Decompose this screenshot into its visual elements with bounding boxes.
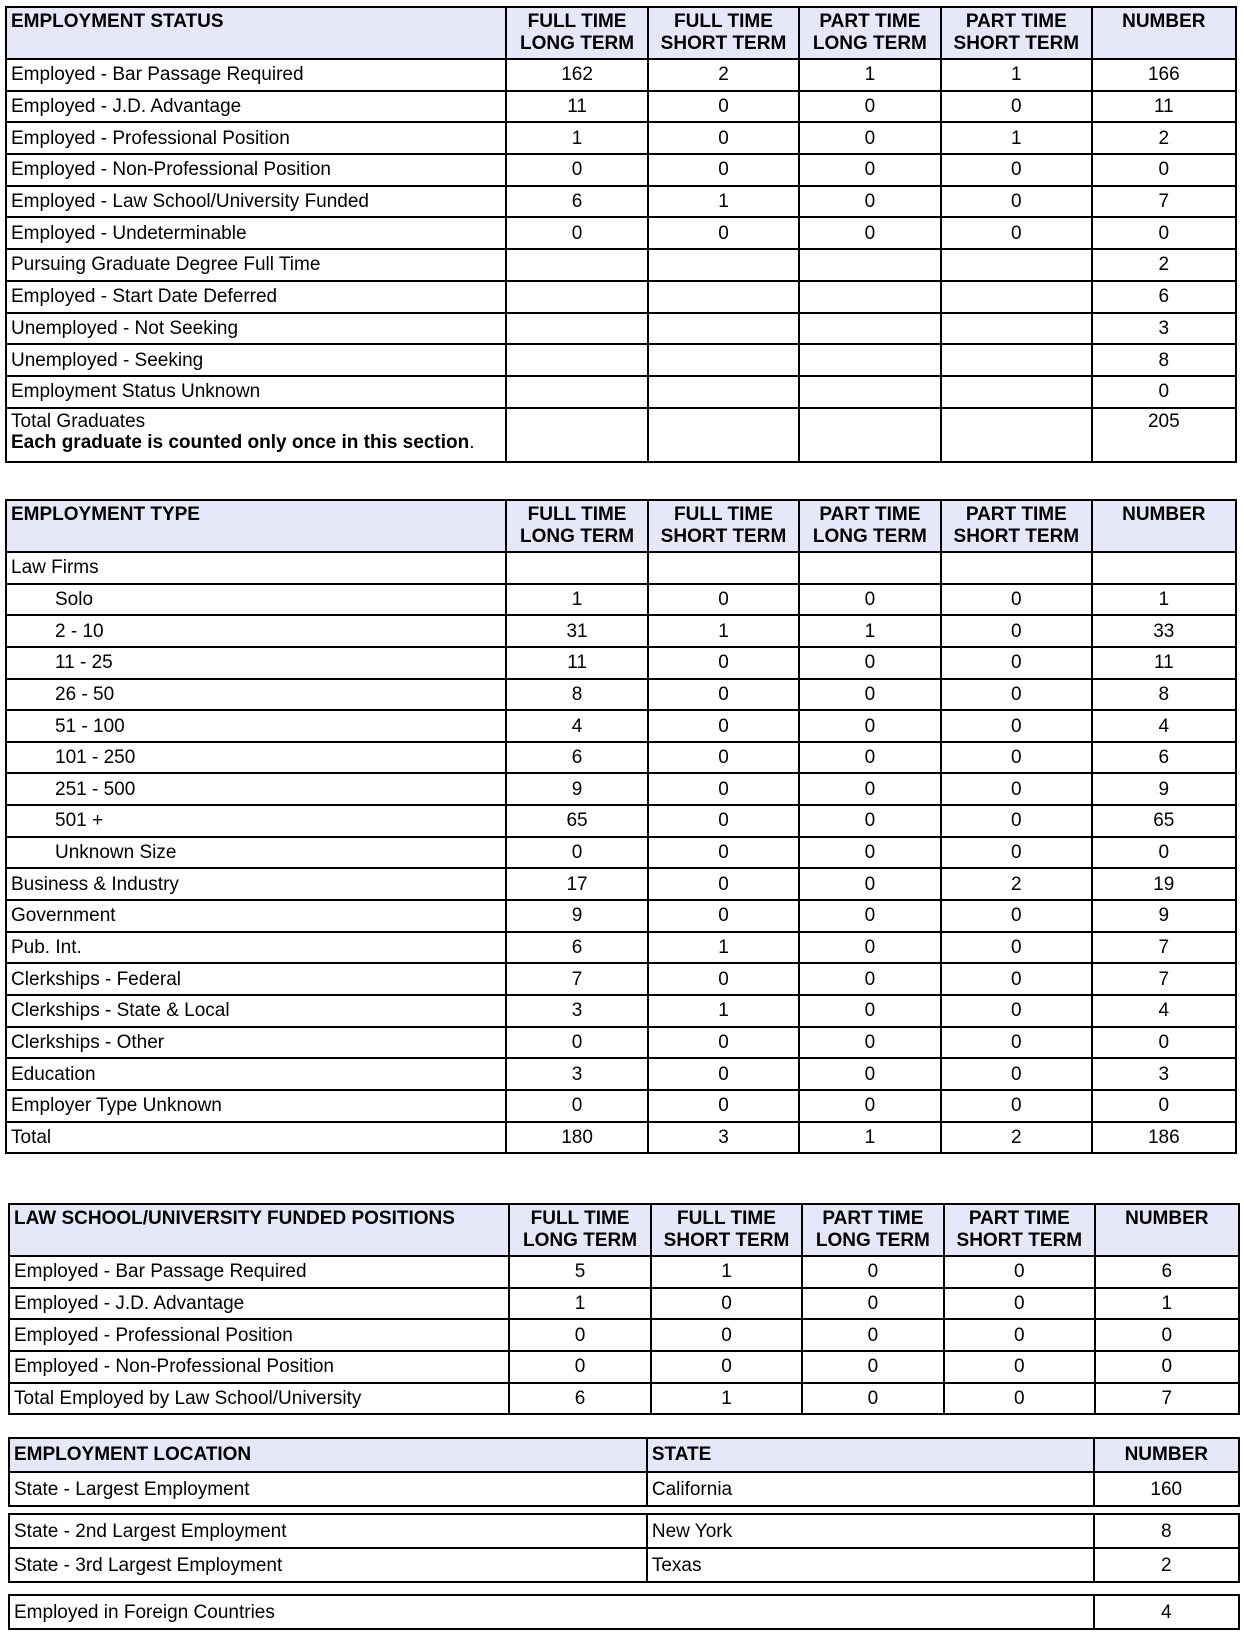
- row-label: Employed - Professional Position: [9, 1319, 509, 1351]
- table-row: [6, 773, 1236, 805]
- cell-ptlt: 0: [799, 91, 941, 123]
- cell-ftst: 0: [648, 91, 799, 123]
- cell-ftst: [648, 376, 799, 408]
- cell-ptst: 0: [944, 1256, 1095, 1288]
- table-row: [6, 552, 1236, 584]
- col-header-ftlt: FULL TIME LONG TERM: [509, 1204, 651, 1256]
- cell-ftst: 0: [648, 584, 799, 616]
- cell-number: 6: [1092, 742, 1236, 774]
- table-row: [6, 91, 1236, 123]
- cell-ftst: 0: [651, 1319, 802, 1351]
- row-label: Clerkships - Other: [6, 1027, 506, 1059]
- foreign-label: Employed in Foreign Countries: [9, 1595, 1094, 1629]
- cell-ptst: 2: [941, 1122, 1092, 1154]
- table-row: [6, 932, 1236, 964]
- row-label: 501 +: [6, 805, 506, 837]
- location-state: New York: [647, 1514, 1094, 1548]
- cell-ftst: 0: [648, 679, 799, 711]
- cell-ftlt: [506, 376, 648, 408]
- table-row: [9, 1351, 1239, 1383]
- cell-ptlt: 0: [799, 647, 941, 679]
- cell-ftlt: 3: [506, 1058, 648, 1090]
- cell-ptst: 0: [944, 1288, 1095, 1320]
- table-header-row: [6, 7, 1236, 59]
- section-title: EMPLOYMENT TYPE: [6, 500, 506, 552]
- row-label: Education: [6, 1058, 506, 1090]
- row-label: Employed - J.D. Advantage: [9, 1288, 509, 1320]
- col-header-ptlt: PART TIME LONG TERM: [802, 1204, 944, 1256]
- cell-ftst: 1: [651, 1256, 802, 1288]
- table-row: [6, 742, 1236, 774]
- cell-ftst: [648, 344, 799, 376]
- cell-ftst: 1: [651, 1383, 802, 1415]
- location-label: State - 2nd Largest Employment: [9, 1514, 647, 1548]
- col-header-ftlt: FULL TIME LONG TERM: [506, 7, 648, 59]
- cell-number: 7: [1092, 186, 1236, 218]
- location-number: 8: [1094, 1514, 1239, 1548]
- cell-ftlt: 0: [509, 1351, 651, 1383]
- cell-ftlt: [506, 313, 648, 345]
- cell-ftst: 3: [648, 1122, 799, 1154]
- cell-number: 8: [1092, 344, 1236, 376]
- cell-ftlt: 11: [506, 91, 648, 123]
- employment-type-table: [5, 499, 1237, 1154]
- cell-ftst: 0: [648, 1027, 799, 1059]
- cell-ptst: 0: [941, 154, 1092, 186]
- row-label: 51 - 100: [6, 710, 506, 742]
- cell-ptlt: 0: [799, 963, 941, 995]
- cell-ptst: 0: [941, 805, 1092, 837]
- cell-number: 9: [1092, 773, 1236, 805]
- cell-ptlt: 1: [799, 59, 941, 91]
- cell-ftlt: 3: [506, 995, 648, 1027]
- table-header-row: [9, 1438, 1239, 1472]
- cell-ftlt: 180: [506, 1122, 648, 1154]
- cell-ptst: [941, 376, 1092, 408]
- cell-ptst: 0: [941, 615, 1092, 647]
- table-row: [6, 344, 1236, 376]
- row-label: Employment Status Unknown: [6, 376, 506, 408]
- cell-number: 186: [1092, 1122, 1236, 1154]
- cell-ptlt: 0: [799, 900, 941, 932]
- cell-ptst: 0: [941, 742, 1092, 774]
- cell-ptst: [941, 313, 1092, 345]
- cell-ptst: [941, 281, 1092, 313]
- cell-ftlt: 6: [506, 932, 648, 964]
- location-state: California: [647, 1472, 1094, 1506]
- row-label: Employed - Undeterminable: [6, 217, 506, 249]
- table-row: [6, 615, 1236, 647]
- cell-ptst: 0: [941, 1058, 1092, 1090]
- cell-ptst: 0: [941, 710, 1092, 742]
- cell-number: 0: [1095, 1319, 1239, 1351]
- table-row: [6, 995, 1236, 1027]
- cell-number: 11: [1092, 647, 1236, 679]
- cell-ftst: 0: [648, 647, 799, 679]
- cell-ftlt: 65: [506, 805, 648, 837]
- cell-ptst: 0: [944, 1351, 1095, 1383]
- cell-ptlt: 0: [799, 710, 941, 742]
- cell-ftst: [648, 249, 799, 281]
- cell-ptlt: 0: [802, 1288, 944, 1320]
- cell-ptlt: 0: [799, 995, 941, 1027]
- cell-ftlt: [506, 281, 648, 313]
- cell-ftlt: 31: [506, 615, 648, 647]
- section-title: EMPLOYMENT STATUS: [6, 7, 506, 59]
- cell-number: 0: [1095, 1351, 1239, 1383]
- row-label: Employed - Non-Professional Position: [9, 1351, 509, 1383]
- cell-ptlt: 0: [799, 932, 941, 964]
- cell-ptlt: 0: [799, 868, 941, 900]
- col-header-number: NUMBER: [1092, 7, 1236, 59]
- row-label: 251 - 500: [6, 773, 506, 805]
- table-row: [6, 900, 1236, 932]
- cell-number: 0: [1092, 376, 1236, 408]
- table-row: [6, 59, 1236, 91]
- table-row: [9, 1595, 1239, 1629]
- table-row-total-graduates: [6, 408, 1236, 462]
- row-label: Unknown Size: [6, 837, 506, 869]
- row-label: Total: [6, 1122, 506, 1154]
- cell-number: 2: [1092, 249, 1236, 281]
- cell-ftst: 0: [651, 1351, 802, 1383]
- col-header-number: NUMBER: [1094, 1438, 1239, 1472]
- cell-ptst: 0: [941, 837, 1092, 869]
- cell-ptlt: 1: [799, 1122, 941, 1154]
- cell-number: 6: [1095, 1256, 1239, 1288]
- table-row: [6, 710, 1236, 742]
- cell-number: 2: [1092, 122, 1236, 154]
- cell-ftst: 0: [648, 710, 799, 742]
- row-label: Pursuing Graduate Degree Full Time: [6, 249, 506, 281]
- cell-ftst: 0: [648, 742, 799, 774]
- cell-ptst: 0: [941, 773, 1092, 805]
- cell-number: 0: [1092, 154, 1236, 186]
- cell-ptlt: 0: [799, 837, 941, 869]
- table-row: [9, 1288, 1239, 1320]
- col-header-state: STATE: [647, 1438, 1094, 1472]
- table-row: [6, 217, 1236, 249]
- cell-ptlt: 0: [799, 186, 941, 218]
- cell-ptlt: 0: [799, 1058, 941, 1090]
- row-label: Employed - Start Date Deferred: [6, 281, 506, 313]
- cell-ptst: 0: [941, 647, 1092, 679]
- col-header-ftlt: FULL TIME LONG TERM: [506, 500, 648, 552]
- cell-ftst: 0: [648, 154, 799, 186]
- row-label: 26 - 50: [6, 679, 506, 711]
- cell-ftst: [648, 552, 799, 584]
- cell-ptlt: 0: [799, 154, 941, 186]
- cell-ptst: 0: [941, 679, 1092, 711]
- cell-number: 11: [1092, 91, 1236, 123]
- cell-ftst: 0: [651, 1288, 802, 1320]
- cell-ftlt: 6: [506, 186, 648, 218]
- cell-ptlt: [799, 313, 941, 345]
- cell-ptlt: 1: [799, 615, 941, 647]
- cell-ptlt: 0: [802, 1319, 944, 1351]
- cell-ptst: 0: [944, 1383, 1095, 1415]
- total-graduates-value: 205: [1092, 408, 1236, 462]
- cell-number: 9: [1092, 900, 1236, 932]
- location-number: 2: [1094, 1548, 1239, 1582]
- cell-ftlt: 8: [506, 679, 648, 711]
- row-label: Unemployed - Not Seeking: [6, 313, 506, 345]
- table-row: [6, 1122, 1236, 1154]
- cell-ftst: 1: [648, 186, 799, 218]
- cell-ptst: 0: [941, 217, 1092, 249]
- row-label: Employed - J.D. Advantage: [6, 91, 506, 123]
- table-row: [6, 963, 1236, 995]
- cell-number: [1092, 552, 1236, 584]
- cell-number: 1: [1095, 1288, 1239, 1320]
- row-label: Employer Type Unknown: [6, 1090, 506, 1122]
- cell-ftlt: 7: [506, 963, 648, 995]
- table-row: [9, 1256, 1239, 1288]
- cell-ftst: [648, 313, 799, 345]
- cell-ptlt: 0: [802, 1351, 944, 1383]
- cell-ptst: 2: [941, 868, 1092, 900]
- cell-ptst: 1: [941, 122, 1092, 154]
- table-row: [9, 1319, 1239, 1351]
- cell-ftlt: 0: [506, 217, 648, 249]
- col-header-ftst: FULL TIME SHORT TERM: [651, 1204, 802, 1256]
- cell-ptlt: 0: [799, 742, 941, 774]
- col-header-ptst: PART TIME SHORT TERM: [941, 7, 1092, 59]
- cell-ftlt: 1: [506, 122, 648, 154]
- cell-ptlt: 0: [799, 773, 941, 805]
- col-header-ptlt: PART TIME LONG TERM: [799, 500, 941, 552]
- cell-number: 0: [1092, 217, 1236, 249]
- cell-number: 0: [1092, 1090, 1236, 1122]
- cell-ftlt: 0: [506, 154, 648, 186]
- col-header-ftst: FULL TIME SHORT TERM: [648, 7, 799, 59]
- cell-ftlt: [506, 344, 648, 376]
- cell-number: 0: [1092, 837, 1236, 869]
- cell-ftst: 1: [648, 995, 799, 1027]
- cell-ptlt: 0: [799, 1027, 941, 1059]
- row-label: Clerkships - State & Local: [6, 995, 506, 1027]
- employment-status-table: [5, 6, 1237, 463]
- row-label: Unemployed - Seeking: [6, 344, 506, 376]
- location-label: State - Largest Employment: [9, 1472, 647, 1506]
- cell-ftlt: 17: [506, 868, 648, 900]
- col-header-number: NUMBER: [1092, 500, 1236, 552]
- table-row: [6, 679, 1236, 711]
- row-label: Government: [6, 900, 506, 932]
- cell-ptst: 0: [941, 963, 1092, 995]
- table-row: [6, 281, 1236, 313]
- cell-ftst: [648, 281, 799, 313]
- cell-ptlt: 0: [799, 584, 941, 616]
- cell-number: 166: [1092, 59, 1236, 91]
- row-label: 11 - 25: [6, 647, 506, 679]
- cell-ftst: 0: [648, 1058, 799, 1090]
- cell-ptst: [941, 249, 1092, 281]
- cell-ftlt: 1: [509, 1288, 651, 1320]
- cell-ftst: 0: [648, 900, 799, 932]
- cell-ftst: 0: [648, 217, 799, 249]
- cell-number: 7: [1092, 932, 1236, 964]
- cell-ftst: 2: [648, 59, 799, 91]
- table-row: [6, 154, 1236, 186]
- cell-number: 6: [1092, 281, 1236, 313]
- cell-number: 8: [1092, 679, 1236, 711]
- cell-ftlt: 11: [506, 647, 648, 679]
- location-state: Texas: [647, 1548, 1094, 1582]
- cell-number: 0: [1092, 1027, 1236, 1059]
- cell-ftlt: 0: [506, 1027, 648, 1059]
- table-row: [9, 1514, 1239, 1548]
- foreign-number: 4: [1094, 1595, 1239, 1629]
- table-row: [9, 1472, 1239, 1506]
- cell-ftst: 0: [648, 122, 799, 154]
- cell-number: 3: [1092, 1058, 1236, 1090]
- cell-ptlt: [799, 376, 941, 408]
- table-row: [6, 868, 1236, 900]
- cell-number: 7: [1095, 1383, 1239, 1415]
- cell-number: 3: [1092, 313, 1236, 345]
- cell-number: 4: [1092, 995, 1236, 1027]
- table-row: [6, 376, 1236, 408]
- cell-ptlt: 0: [802, 1383, 944, 1415]
- cell-ptst: 0: [941, 584, 1092, 616]
- row-label: Employed - Non-Professional Position: [6, 154, 506, 186]
- cell-ftst: 0: [648, 963, 799, 995]
- cell-ptlt: 0: [799, 122, 941, 154]
- table-row: [9, 1548, 1239, 1582]
- cell-ptst: 0: [941, 995, 1092, 1027]
- cell-ptlt: 0: [799, 805, 941, 837]
- cell-number: 33: [1092, 615, 1236, 647]
- row-label: Solo: [6, 584, 506, 616]
- cell-ptst: 0: [941, 186, 1092, 218]
- location-number: 160: [1094, 1472, 1239, 1506]
- cell-ptlt: [799, 552, 941, 584]
- cell-ptst: 0: [941, 91, 1092, 123]
- cell-ftlt: [506, 249, 648, 281]
- cell-ftst: 0: [648, 868, 799, 900]
- row-label: Employed - Law School/University Funded: [6, 186, 506, 218]
- cell-number: 1: [1092, 584, 1236, 616]
- cell-ptlt: [799, 344, 941, 376]
- cell-ftlt: 6: [509, 1383, 651, 1415]
- table-row: [6, 1027, 1236, 1059]
- cell-ptlt: [799, 249, 941, 281]
- cell-ptst: 0: [941, 1027, 1092, 1059]
- cell-ptlt: 0: [799, 679, 941, 711]
- col-header-number: NUMBER: [1095, 1204, 1239, 1256]
- table-row: [6, 186, 1236, 218]
- cell-ftlt: 0: [506, 1090, 648, 1122]
- table-row: [6, 122, 1236, 154]
- table-row: [6, 249, 1236, 281]
- cell-ftst: 1: [648, 615, 799, 647]
- cell-ftlt: [506, 552, 648, 584]
- cell-ftlt: 0: [509, 1319, 651, 1351]
- row-label: Clerkships - Federal: [6, 963, 506, 995]
- cell-ptst: [941, 552, 1092, 584]
- cell-ptst: 0: [941, 1090, 1092, 1122]
- cell-ftlt: 9: [506, 900, 648, 932]
- cell-ptst: 0: [941, 932, 1092, 964]
- cell-ftst: 0: [648, 837, 799, 869]
- section-title: EMPLOYMENT LOCATION: [9, 1438, 647, 1472]
- funded-positions-table: [8, 1203, 1240, 1415]
- cell-ptst: 1: [941, 59, 1092, 91]
- foreign-employment-table: [8, 1594, 1240, 1630]
- table-row: [6, 313, 1236, 345]
- row-label: 2 - 10: [6, 615, 506, 647]
- table-header-row: [6, 500, 1236, 552]
- cell-ptlt: [799, 281, 941, 313]
- cell-ptlt: 0: [802, 1256, 944, 1288]
- cell-number: 19: [1092, 868, 1236, 900]
- section-title: LAW SCHOOL/UNIVERSITY FUNDED POSITIONS: [9, 1204, 509, 1256]
- cell-ptst: 0: [941, 900, 1092, 932]
- employment-location-table-cont: [8, 1513, 1240, 1583]
- cell-ftlt: 6: [506, 742, 648, 774]
- cell-ftlt: 5: [509, 1256, 651, 1288]
- table-row: [6, 584, 1236, 616]
- row-label: Employed - Professional Position: [6, 122, 506, 154]
- table-row: [9, 1383, 1239, 1415]
- table-row: [6, 647, 1236, 679]
- table-row: [6, 805, 1236, 837]
- row-label: Total Employed by Law School/University: [9, 1383, 509, 1415]
- row-label: Employed - Bar Passage Required: [9, 1256, 509, 1288]
- cell-ptst: [941, 344, 1092, 376]
- table-row: [6, 837, 1236, 869]
- cell-ftst: 0: [648, 1090, 799, 1122]
- cell-ftst: 0: [648, 773, 799, 805]
- total-graduates-label: Total Graduates Each graduate is counted only once in this section.: [6, 408, 506, 462]
- cell-ftlt: 9: [506, 773, 648, 805]
- row-label: Employed - Bar Passage Required: [6, 59, 506, 91]
- location-label: State - 3rd Largest Employment: [9, 1548, 647, 1582]
- cell-ftst: 0: [648, 805, 799, 837]
- employment-location-table: [8, 1437, 1240, 1507]
- row-label: Pub. Int.: [6, 932, 506, 964]
- cell-ftlt: 162: [506, 59, 648, 91]
- col-header-ptlt: PART TIME LONG TERM: [799, 7, 941, 59]
- row-label: 101 - 250: [6, 742, 506, 774]
- cell-ftlt: 1: [506, 584, 648, 616]
- cell-ftlt: 4: [506, 710, 648, 742]
- col-header-ptst: PART TIME SHORT TERM: [941, 500, 1092, 552]
- cell-ptlt: 0: [799, 217, 941, 249]
- col-header-ptst: PART TIME SHORT TERM: [944, 1204, 1095, 1256]
- cell-number: 7: [1092, 963, 1236, 995]
- table-header-row: [9, 1204, 1239, 1256]
- cell-ptlt: 0: [799, 1090, 941, 1122]
- row-label: Law Firms: [6, 552, 506, 584]
- cell-ftlt: 0: [506, 837, 648, 869]
- table-row: [6, 1090, 1236, 1122]
- col-header-ftst: FULL TIME SHORT TERM: [648, 500, 799, 552]
- table-row: [6, 1058, 1236, 1090]
- cell-ftst: 1: [648, 932, 799, 964]
- cell-number: 4: [1092, 710, 1236, 742]
- cell-number: 65: [1092, 805, 1236, 837]
- row-label: Business & Industry: [6, 868, 506, 900]
- cell-ptst: 0: [944, 1319, 1095, 1351]
